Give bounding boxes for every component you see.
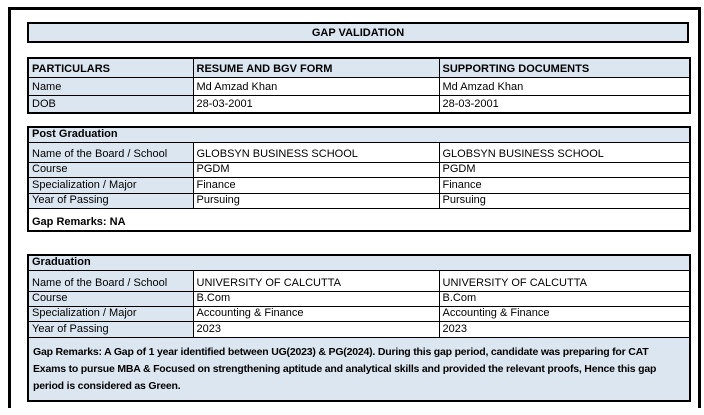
dob-resume-value: 28-03-2001	[193, 95, 439, 113]
pg-year-supporting-value: Pursuing	[439, 194, 690, 209]
graduation-section-row	[28, 255, 690, 271]
row-label-pg-specialization: Specialization / Major	[28, 178, 193, 194]
row-label-pg-course: Course	[28, 163, 193, 178]
row-label-pg-board: Name of the Board / School	[28, 143, 193, 163]
post-graduation-remarks-row	[28, 209, 690, 231]
row-label-pg-year: Year of Passing	[28, 194, 193, 209]
pg-course-supporting-value: PGDM	[439, 163, 690, 178]
column-header-resume-bgv: RESUME AND BGV FORM	[193, 58, 439, 77]
row-label-name: Name	[28, 77, 193, 95]
ug-board-resume-value: UNIVERSITY OF CALCUTTA	[193, 271, 439, 292]
table-row-dob	[28, 95, 690, 113]
row-label-ug-course: Course	[28, 292, 193, 307]
ug-board-supporting-value: UNIVERSITY OF CALCUTTA	[439, 271, 690, 292]
pg-specialization-resume-value: Finance	[193, 178, 439, 194]
row-label-dob: DOB	[28, 95, 193, 113]
row-label-ug-specialization: Specialization / Major	[28, 307, 193, 322]
section-title-post-graduation: Post Graduation	[28, 127, 690, 143]
page-title	[27, 22, 689, 43]
ug-year-supporting-value: 2023	[439, 322, 690, 338]
pg-gap-remarks: Gap Remarks: NA	[28, 209, 690, 231]
table-row-pg-specialization	[28, 178, 690, 194]
section-title-graduation: Graduation	[28, 255, 690, 271]
ug-specialization-supporting-value: Accounting & Finance	[439, 307, 690, 322]
pg-board-resume-value: GLOBSYN BUSINESS SCHOOL	[193, 143, 439, 163]
pg-year-resume-value: Pursuing	[193, 194, 439, 209]
table-row-name	[28, 77, 690, 95]
table-row-ug-course	[28, 292, 690, 307]
table-row-ug-year	[28, 322, 690, 338]
table-row-ug-specialization	[28, 307, 690, 322]
table-row-ug-board	[28, 271, 690, 292]
pg-course-resume-value: PGDM	[193, 163, 439, 178]
table-row-pg-course	[28, 163, 690, 178]
name-supporting-value: Md Amzad Khan	[439, 77, 690, 95]
post-graduation-section-row	[28, 127, 690, 143]
pg-specialization-supporting-value: Finance	[439, 178, 690, 194]
table-row-pg-year	[28, 194, 690, 209]
post-graduation-table	[27, 126, 691, 232]
column-header-supporting-docs: SUPPORTING DOCUMENTS	[439, 58, 690, 77]
ug-course-supporting-value: B.Com	[439, 292, 690, 307]
name-resume-value: Md Amzad Khan	[193, 77, 439, 95]
particulars-table	[27, 57, 691, 114]
dob-supporting-value: 28-03-2001	[439, 95, 690, 113]
table-row-pg-board	[28, 143, 690, 163]
ug-specialization-resume-value: Accounting & Finance	[193, 307, 439, 322]
graduation-remarks-row	[28, 338, 690, 401]
page-title-text: GAP VALIDATION	[311, 26, 405, 39]
row-label-ug-year: Year of Passing	[28, 322, 193, 338]
particulars-header-row	[28, 58, 690, 77]
pg-board-supporting-value: GLOBSYN BUSINESS SCHOOL	[439, 143, 690, 163]
row-label-ug-board: Name of the Board / School	[28, 271, 193, 292]
ug-course-resume-value: B.Com	[193, 292, 439, 307]
ug-year-resume-value: 2023	[193, 322, 439, 338]
graduation-table	[27, 254, 691, 402]
column-header-particulars: PARTICULARS	[28, 58, 193, 77]
ug-gap-remarks: Gap Remarks: A Gap of 1 year identified between UG(2023) & PG(2024). During this gap period, candidate was preparing for CAT Exams to pursue MBA & Focused on strengthening aptitude and analytical skills and provided the relevant proofs, Hence this gap period is considered as Green.	[28, 338, 690, 401]
